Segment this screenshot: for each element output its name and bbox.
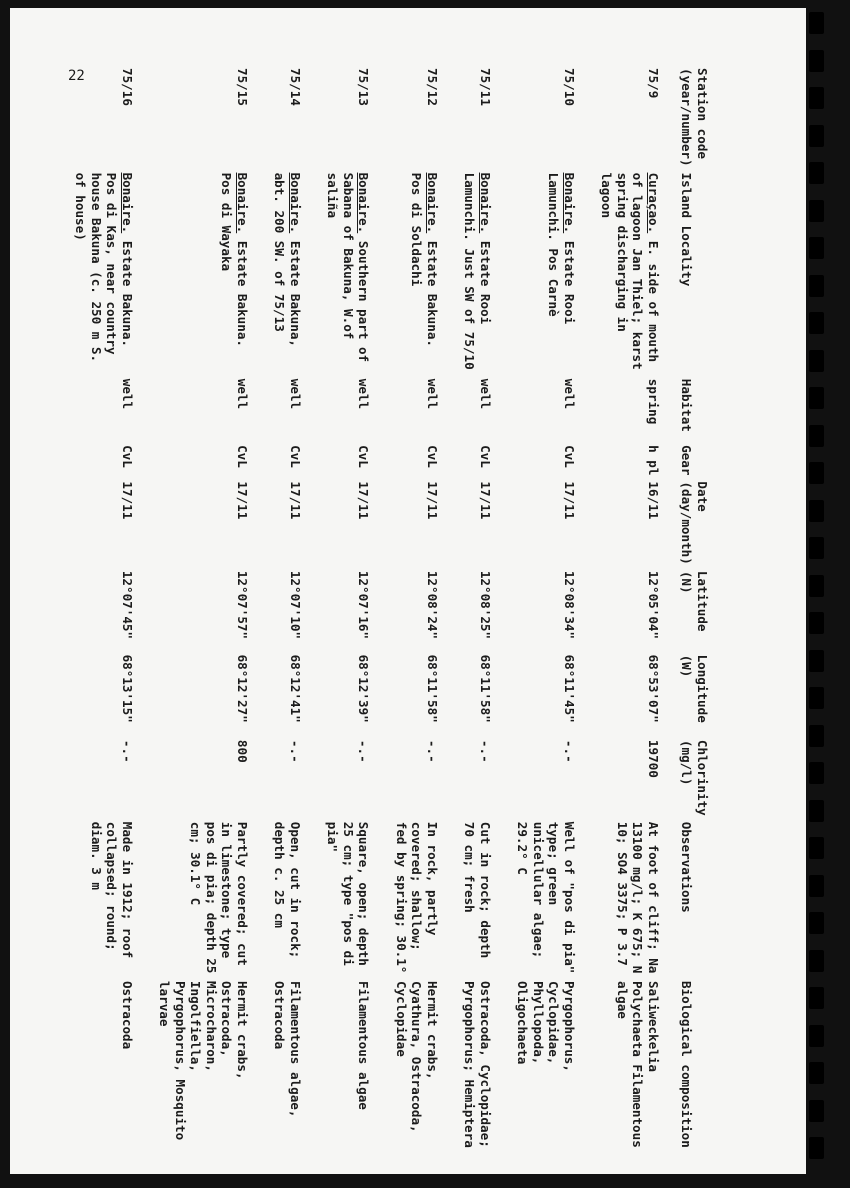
cell-island: Bonaire. (562, 172, 577, 234)
cell-observations: Partly covered; cut in limestone; type pos di pia; depth 25 cm; 30.1° C (188, 821, 250, 974)
cell-station-code: 75/10 (562, 68, 577, 106)
binding-hole (809, 387, 824, 409)
cell-latitude: 12°08'24" (425, 570, 440, 640)
header-habitat: Habitat (679, 378, 695, 432)
cell-date: 17/11 (120, 481, 135, 520)
cell-habitat: well (120, 378, 135, 410)
table-row (372, 68, 441, 1158)
cell-gear: h pl (646, 445, 661, 476)
cell-latitude: 12°05'04" (646, 570, 661, 640)
cell-locality-text: Estate Rooi Lamunchi. Just SW of 75/10 (462, 172, 493, 370)
cell-station-code: 75/15 (235, 68, 250, 106)
cell-island: Bonaire. (235, 172, 250, 234)
header-latitude: Latitude (N) (679, 570, 710, 632)
cell-island: Bonaire. (120, 172, 135, 234)
cell-station-code: 75/12 (425, 68, 440, 106)
cell-gear: CvL (478, 445, 493, 468)
cell-station-code: 75/11 (478, 68, 493, 106)
cell-locality-text: Southern part of Sabana of Bakuna, W.of saliña (325, 172, 372, 363)
header-observations: Observations (679, 821, 695, 913)
cell-observations: Well of "pos di pia" type; green unicellular algae; 29.2° C (515, 821, 577, 974)
binding-hole (809, 50, 824, 72)
binding-hole (809, 800, 824, 822)
binding-hole (809, 125, 824, 147)
cell-habitat: spring (646, 378, 661, 425)
cell-station-code: 75/13 (356, 68, 372, 106)
cell-date: 17/11 (356, 481, 372, 520)
cell-biological-composition: Ostracoda, Cyclopidae; Pyrgophorus; Hemiptera (462, 980, 493, 1148)
cell-latitude: 12°07'10" (288, 570, 303, 640)
cell-latitude: 12°07'16" (356, 570, 372, 640)
cell-habitat: well (478, 378, 493, 410)
cell-biological-composition: Hermit crabs, Cyathura, Ostracoda, Cyclopidae (394, 980, 440, 1133)
binding-hole (809, 987, 824, 1009)
binding-hole (809, 200, 824, 222)
cell-gear: CvL (562, 445, 577, 468)
cell-date: 17/11 (562, 481, 577, 520)
cell-biological-composition: Filamentous algae (356, 980, 372, 1110)
binding-hole (809, 462, 824, 484)
cell-island: Curaçao. (646, 172, 661, 234)
cell-date: 16/11 (646, 481, 661, 520)
cell-chlorinity: 800 (235, 739, 250, 763)
cell-gear: CvL (120, 445, 135, 468)
cell-biological-composition: Filamentous algae, Ostracoda (272, 980, 303, 1118)
cell-latitude: 12°08'34" (562, 570, 577, 640)
binding-hole (809, 12, 824, 34)
cell-latitude: 12°07'45" (120, 570, 135, 640)
cell-island: Bonaire. (288, 172, 303, 234)
cell-latitude: 12°08'25" (478, 570, 493, 640)
binding-holes (809, 12, 827, 1172)
binding-hole (809, 312, 824, 334)
page-number: 22 (68, 68, 85, 84)
cell-chlorinity: -.- (478, 739, 493, 763)
cell-longitude: 68°12'27" (235, 654, 250, 723)
header-gear: Gear (679, 445, 695, 476)
binding-hole (809, 950, 824, 972)
binding-hole (809, 537, 824, 559)
cell-island: Bonaire. (478, 172, 493, 234)
binding-hole (809, 162, 824, 184)
cell-locality-text: Estate Bakuna, abt. 200 SW. of 75/13 (272, 172, 303, 347)
binding-hole (809, 425, 824, 447)
table-header-row (661, 68, 710, 1158)
cell-gear: CvL (425, 445, 440, 468)
cell-longitude: 68°13'15" (120, 654, 135, 723)
cell-island: Bonaire. (425, 172, 440, 234)
cell-observations: In rock, partly covered; shallow; fed by spring; 30.1° (394, 821, 440, 974)
cell-longitude: 68°53'07" (646, 654, 661, 723)
document-page (10, 8, 806, 1174)
cell-island-locality (440, 173, 493, 379)
cell-island-locality (303, 173, 372, 379)
binding-hole (809, 837, 824, 859)
table-row (303, 68, 372, 1158)
cell-habitat: well (562, 378, 577, 410)
cell-observations: Made in 1912; roof collapsed; round; diam. 3 m (89, 821, 135, 959)
header-biological-composition: Biological composition (679, 980, 695, 1148)
cell-chlorinity: -.- (562, 739, 577, 763)
binding-hole (809, 725, 824, 747)
cell-locality-text: Estate Rooi Lamunchi. Pos Carnè (546, 172, 577, 325)
cell-longitude: 68°11'58" (425, 654, 440, 723)
cell-biological-composition: Saliweckelia Polychaeta Filamentous algae (615, 980, 661, 1148)
cell-chlorinity: -.- (120, 739, 135, 763)
cell-island-locality (493, 173, 577, 379)
header-longitude: Longitude (W) (679, 654, 710, 723)
binding-hole (809, 650, 824, 672)
table-row (51, 68, 135, 1158)
binding-hole (809, 875, 824, 897)
cell-observations: Cut in rock; depth 70 cm; fresh (462, 821, 493, 959)
cell-longitude: 68°12'41" (288, 654, 303, 723)
cell-locality-text: Estate Bakuna. Pos di Soldachi (409, 172, 440, 347)
binding-hole (809, 87, 824, 109)
cell-habitat: well (288, 378, 303, 410)
cell-habitat: well (235, 378, 250, 410)
cell-island-locality (51, 173, 135, 379)
cell-observations: Open, cut in rock; depth c. 25 cm (272, 821, 303, 959)
header-date: Date (day/month) (679, 481, 710, 565)
binding-hole (809, 575, 824, 597)
cell-biological-composition: Pyrgophorus, Cyclopidae, Phyllopoda, Oligochaeta (515, 980, 577, 1072)
binding-hole (809, 275, 824, 297)
binding-hole (809, 500, 824, 522)
cell-locality-text: Estate Bakuna. Pos di Wayaka (219, 172, 250, 347)
header-station-code: Station code (year/number) (679, 68, 710, 167)
cell-station-code: 75/9 (646, 68, 661, 99)
cell-island-locality (372, 173, 441, 379)
binding-hole (809, 912, 824, 934)
table-row (440, 68, 493, 1158)
cell-date: 17/11 (478, 481, 493, 520)
binding-hole (809, 350, 824, 372)
cell-longitude: 68°11'45" (562, 654, 577, 723)
header-island-locality: Island Locality (679, 172, 695, 287)
table-row (250, 68, 303, 1158)
cell-gear: CvL (235, 445, 250, 468)
cell-longitude: 68°12'39" (356, 654, 372, 723)
table-body (51, 68, 661, 1158)
cell-habitat: well (356, 378, 372, 410)
header-chlorinity: Chlorinity (mg/l) (679, 739, 710, 816)
cell-chlorinity: -.- (356, 739, 372, 763)
cell-chlorinity: 19700 (646, 739, 661, 778)
binding-hole (809, 1025, 824, 1047)
cell-locality-text: Estate Bakuna. Pos di Kas, near country house Bakuna (c. 250 m S. of house) (73, 172, 135, 363)
cell-island-locality (135, 173, 250, 379)
cell-latitude: 12°07'57" (235, 570, 250, 640)
cell-gear: CvL (288, 445, 303, 468)
binding-hole (809, 612, 824, 634)
binding-hole (809, 1062, 824, 1084)
cell-longitude: 68°11'58" (478, 654, 493, 723)
cell-station-code: 75/16 (120, 68, 135, 106)
cell-island: Bonaire. (356, 172, 372, 234)
cell-date: 17/11 (288, 481, 303, 520)
cell-biological-composition: Ostracoda (120, 980, 135, 1050)
binding-hole (809, 237, 824, 259)
cell-date: 17/11 (235, 481, 250, 520)
cell-habitat: well (425, 378, 440, 410)
binding-hole (809, 762, 824, 784)
cell-biological-composition: Hermit crabs, Ostracoda, Microcharon, Ingolfiella, Pyrgophorus, Mosquito larvae (157, 980, 250, 1141)
cell-chlorinity: -.- (288, 739, 303, 763)
cell-observations: At foot of cliff; Na 13100 mg/l; K 675; N 10; SO4 3375; P 3.7 (615, 821, 661, 974)
cell-island-locality (577, 173, 661, 379)
station-table (51, 68, 710, 1158)
station-table-rotated (20, 68, 710, 1158)
cell-gear: CvL (356, 445, 372, 468)
cell-observations: Square, open; depth 25 cm; type "pos di pia" (325, 821, 372, 966)
cell-island-locality (250, 173, 303, 379)
table-row (135, 68, 250, 1158)
binding-hole (809, 1137, 824, 1159)
cell-locality-text: E. side of mouth of lagoon Jan Thiel; karst spring discharging in lagoon (599, 172, 661, 370)
table-row (577, 68, 661, 1158)
binding-hole (809, 1100, 824, 1122)
cell-chlorinity: -.- (425, 739, 440, 763)
cell-station-code: 75/14 (288, 68, 303, 106)
binding-hole (809, 687, 824, 709)
table-row (493, 68, 577, 1158)
cell-date: 17/11 (425, 481, 440, 520)
